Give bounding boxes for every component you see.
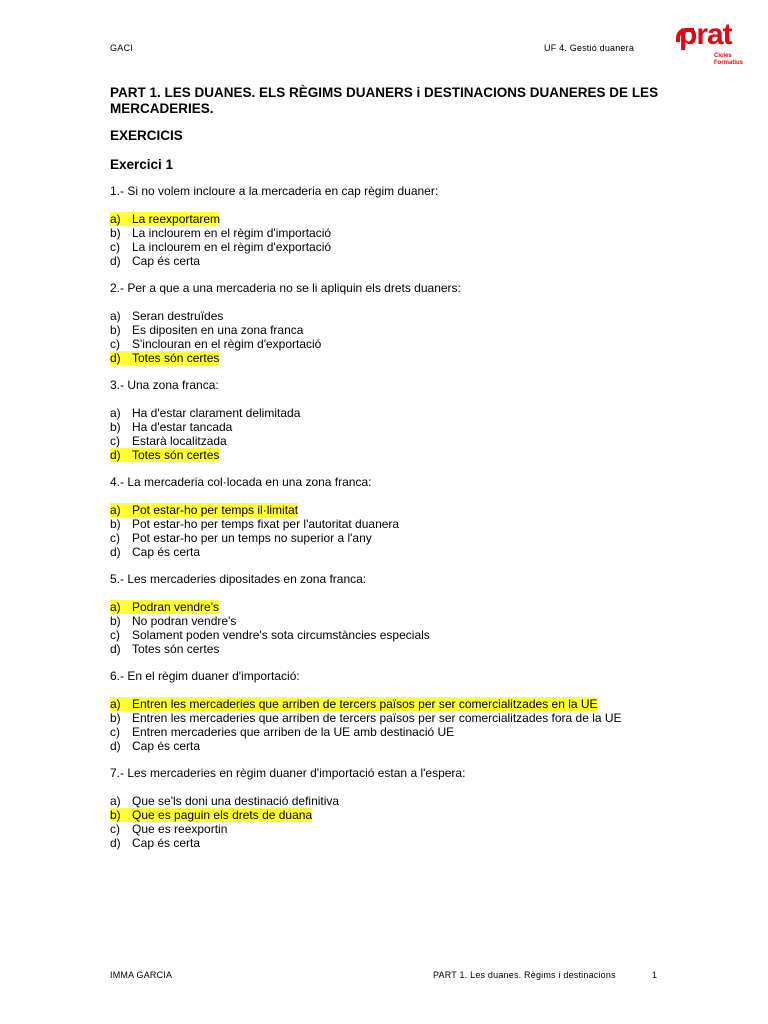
- question-block: [110, 281, 660, 365]
- prat-logo: [676, 18, 744, 70]
- answer-option: [110, 254, 660, 268]
- answer-option: [110, 711, 660, 725]
- option-letter: a): [110, 406, 121, 420]
- option-text: Cap és certa: [132, 739, 201, 753]
- question-text: 1.- Si no volem incloure a la mercaderia en cap règim duaner:: [110, 184, 439, 198]
- answer-content: [110, 794, 339, 808]
- option-letter: b): [110, 808, 121, 822]
- option-text: Totes són certes: [132, 351, 220, 365]
- option-letter: d): [110, 254, 121, 268]
- answer-content: [110, 420, 232, 434]
- option-text: Es dipositen en una zona franca: [132, 323, 304, 337]
- option-text: Pot estar-ho per temps fixat per l'autoritat duanera: [132, 517, 400, 531]
- answer-option: [110, 697, 660, 711]
- header-unit: UF 4. Gestió duanera: [544, 43, 635, 53]
- answer-content: [110, 836, 200, 850]
- answer-option: [110, 614, 660, 628]
- question-block: [110, 572, 660, 656]
- logo-subtitle: [714, 53, 743, 67]
- option-letter: c): [110, 725, 120, 739]
- option-letter: c): [110, 337, 120, 351]
- answer-content: [110, 434, 227, 448]
- option-text: Seran destruïdes: [132, 309, 224, 323]
- question-text: 2.- Per a que a una mercaderia no se li apliquin els drets duaners:: [110, 281, 461, 295]
- answer-content: [110, 226, 331, 240]
- question-text: 5.- Les mercaderies dipositades en zona franca:: [110, 572, 367, 586]
- header-course: GACI: [110, 43, 134, 53]
- option-text: Que se'ls doni una destinació definitiva: [132, 794, 340, 808]
- answer-option: [110, 226, 660, 240]
- answer-content: [110, 628, 430, 642]
- highlighted-answer: [110, 448, 219, 462]
- options-list: [110, 794, 660, 850]
- answer-option: [110, 503, 660, 517]
- answer-option: [110, 739, 660, 753]
- answer-option: [110, 628, 660, 642]
- options-list: [110, 309, 660, 365]
- question-block: [110, 766, 660, 850]
- question-block: [110, 475, 660, 559]
- option-letter: a): [110, 697, 121, 711]
- option-letter: c): [110, 822, 120, 836]
- answer-option: [110, 600, 660, 614]
- answer-content: [110, 337, 321, 351]
- option-text: Entren mercaderies que arriben de la UE amb destinació UE: [132, 725, 455, 739]
- question-block: [110, 378, 660, 462]
- highlighted-answer: [110, 697, 598, 711]
- option-letter: a): [110, 212, 121, 226]
- option-letter: b): [110, 323, 121, 337]
- option-letter: a): [110, 794, 121, 808]
- answer-option: [110, 351, 660, 365]
- answer-content: [110, 517, 399, 531]
- option-text: Totes són certes: [132, 642, 220, 656]
- option-text: Ha d'estar clarament delimitada: [132, 406, 301, 420]
- answer-option: [110, 406, 660, 420]
- option-letter: d): [110, 545, 121, 559]
- option-text: Estarà localitzada: [132, 434, 227, 448]
- answer-option: [110, 212, 660, 226]
- options-list: [110, 503, 660, 559]
- option-text: La inclourem en el règim d'exportació: [132, 240, 332, 254]
- questions-list: [110, 184, 660, 863]
- logo-word: prat: [679, 18, 732, 51]
- option-letter: d): [110, 448, 121, 462]
- option-text: Totes són certes: [132, 448, 220, 462]
- answer-content: [110, 240, 331, 254]
- answer-option: [110, 822, 660, 836]
- option-text: Que es reexportin: [132, 822, 228, 836]
- question-text: 7.- Les mercaderies en règim duaner d'importació estan a l'espera:: [110, 766, 466, 780]
- footer-title: PART 1. Les duanes. Règims i destinacions: [433, 970, 616, 980]
- highlighted-answer: [110, 808, 312, 822]
- answer-content: [110, 711, 622, 725]
- options-list: [110, 697, 660, 753]
- answer-option: [110, 517, 660, 531]
- option-text: Cap és certa: [132, 254, 201, 268]
- answer-option: [110, 240, 660, 254]
- answer-option: [110, 794, 660, 808]
- section-heading: EXERCICIS: [110, 128, 183, 143]
- option-letter: d): [110, 739, 121, 753]
- option-letter: b): [110, 420, 121, 434]
- highlighted-answer: [110, 600, 219, 614]
- option-text: Cap és certa: [132, 545, 201, 559]
- answer-content: [110, 531, 372, 545]
- option-text: Solament poden vendre's sota circumstàncies especials: [132, 628, 430, 642]
- option-text: Entren les mercaderies que arriben de tercers països per ser comercialitzades fora de la UE: [132, 711, 622, 725]
- answer-option: [110, 309, 660, 323]
- document-title: PART 1. LES DUANES. ELS RÈGIMS DUANERS i DESTINACIONS DUANERES DE LES MERCADERIES.: [110, 85, 659, 116]
- option-letter: c): [110, 628, 120, 642]
- option-letter: b): [110, 711, 121, 725]
- option-text: S'inclouran en el règim d'exportació: [132, 337, 322, 351]
- highlighted-answer: [110, 503, 298, 517]
- option-letter: b): [110, 517, 121, 531]
- answer-content: [110, 323, 303, 337]
- highlighted-answer: [110, 212, 220, 226]
- option-text: Pot estar-ho per un temps no superior a l'any: [132, 531, 372, 545]
- answer-option: [110, 642, 660, 656]
- option-text: No podran vendre's: [132, 614, 237, 628]
- option-letter: d): [110, 836, 121, 850]
- option-letter: a): [110, 600, 121, 614]
- answer-content: [110, 822, 227, 836]
- answer-option: [110, 725, 660, 739]
- answer-content: [110, 545, 200, 559]
- option-letter: d): [110, 642, 121, 656]
- option-letter: c): [110, 240, 120, 254]
- option-letter: b): [110, 226, 121, 240]
- highlighted-answer: [110, 351, 219, 365]
- option-letter: b): [110, 614, 121, 628]
- logo-sub-line1: Cicles: [714, 53, 732, 59]
- option-letter: a): [110, 309, 121, 323]
- answer-option: [110, 434, 660, 448]
- option-letter: d): [110, 351, 121, 365]
- answer-content: [110, 309, 223, 323]
- question-text: 6.- En el règim duaner d'importació:: [110, 669, 300, 683]
- answer-option: [110, 836, 660, 850]
- option-text: Entren les mercaderies que arriben de tercers països per ser comercialitzades en la UE: [132, 697, 598, 711]
- answer-content: [110, 725, 454, 739]
- question-text: 4.- La mercaderia col·locada en una zona franca:: [110, 475, 372, 489]
- logo-sub-line2: Formatius: [714, 60, 744, 66]
- answer-option: [110, 808, 660, 822]
- answer-content: [110, 614, 236, 628]
- options-list: [110, 212, 660, 268]
- answer-option: [110, 531, 660, 545]
- answer-content: [110, 739, 200, 753]
- option-text: Pot estar-ho per temps il·limitat: [132, 503, 299, 517]
- answer-option: [110, 448, 660, 462]
- option-letter: a): [110, 503, 121, 517]
- exercise-heading: Exercici 1: [110, 157, 174, 172]
- options-list: [110, 406, 660, 462]
- page-number: 1: [652, 970, 658, 980]
- answer-content: [110, 642, 219, 656]
- question-block: [110, 184, 660, 268]
- answer-content: [110, 406, 300, 420]
- options-list: [110, 600, 660, 656]
- option-text: Cap és certa: [132, 836, 201, 850]
- option-text: La reexportarem: [132, 212, 221, 226]
- option-text: La inclourem en el règim d'importació: [132, 226, 332, 240]
- question-block: [110, 669, 660, 753]
- answer-content: [110, 254, 200, 268]
- answer-option: [110, 323, 660, 337]
- option-text: Que es paguin els drets de duana: [132, 808, 313, 822]
- answer-option: [110, 545, 660, 559]
- option-text: Podran vendre's: [132, 600, 220, 614]
- footer-author: IMMA GARCIA: [110, 970, 173, 980]
- answer-option: [110, 420, 660, 434]
- answer-option: [110, 337, 660, 351]
- question-text: 3.- Una zona franca:: [110, 378, 219, 392]
- option-letter: c): [110, 434, 120, 448]
- option-text: Ha d'estar tancada: [132, 420, 233, 434]
- option-letter: c): [110, 531, 120, 545]
